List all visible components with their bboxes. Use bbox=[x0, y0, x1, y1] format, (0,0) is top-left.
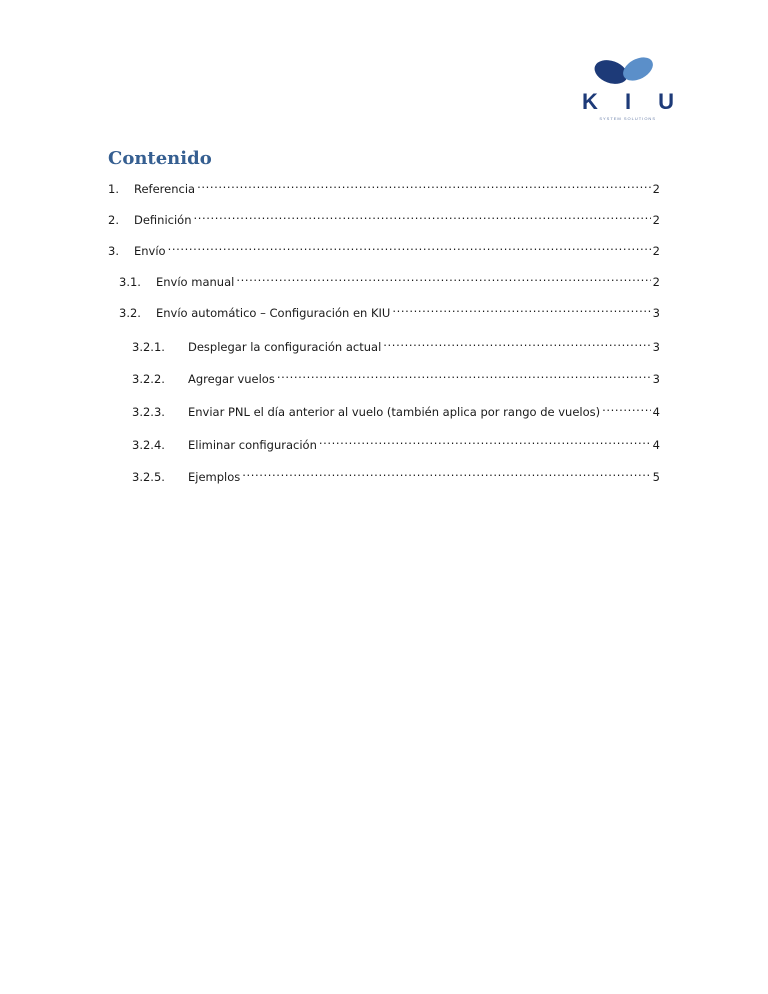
toc-entry-page: 2 bbox=[652, 182, 660, 196]
toc-entry-page: 4 bbox=[652, 438, 660, 452]
kiu-logo-letter: U bbox=[658, 89, 674, 114]
toc-entry-leader bbox=[602, 398, 651, 416]
toc-entry[interactable] bbox=[119, 299, 660, 320]
toc-entry-title: Referencia bbox=[134, 182, 196, 196]
toc-entry-number: 1. bbox=[108, 182, 119, 196]
toc-entry-number: 2. bbox=[108, 213, 119, 227]
toc-entry-leader bbox=[194, 206, 651, 224]
toc-entry-number: 3.2.5. bbox=[132, 470, 165, 484]
toc-entry-page: 2 bbox=[652, 244, 660, 258]
kiu-logo-letter: K bbox=[582, 89, 598, 114]
kiu-logo-mark-icon bbox=[578, 52, 678, 88]
toc-entry-title: Envío manual bbox=[156, 275, 235, 289]
toc-entry-number: 3.2.1. bbox=[132, 340, 165, 354]
toc-entry-number: 3.2.3. bbox=[132, 405, 165, 419]
toc-entry-page: 3 bbox=[652, 306, 660, 320]
toc-entry-leader bbox=[168, 237, 651, 255]
toc-entry[interactable] bbox=[108, 175, 660, 196]
toc-entry-page: 5 bbox=[652, 470, 660, 484]
kiu-logo-tagline: SYSTEM SOLUTIONS bbox=[599, 116, 656, 121]
toc-entry-page: 4 bbox=[652, 405, 660, 419]
toc-entry-number: 3.1. bbox=[119, 275, 141, 289]
toc-entry-number: 3.2.4. bbox=[132, 438, 165, 452]
toc-entry-page: 3 bbox=[652, 372, 660, 386]
toc-entry-title: Agregar vuelos bbox=[188, 372, 275, 386]
toc-entry-title: Desplegar la configuración actual bbox=[188, 340, 382, 354]
toc-entry-title: Definición bbox=[134, 213, 192, 227]
toc-entry-number: 3.2.2. bbox=[132, 372, 165, 386]
toc-entry[interactable] bbox=[132, 463, 660, 484]
toc-entry-title: Envío automático – Configuración en KIU bbox=[156, 306, 391, 320]
toc-entry-page: 2 bbox=[652, 275, 660, 289]
toc-entry[interactable] bbox=[132, 365, 660, 386]
toc-entry-number: 3. bbox=[108, 244, 119, 258]
kiu-logo bbox=[578, 52, 678, 124]
toc-entry-page: 3 bbox=[652, 340, 660, 354]
toc-heading: Contenido bbox=[108, 148, 212, 169]
toc-entry-leader bbox=[197, 175, 651, 193]
kiu-logo-letter: I bbox=[624, 89, 632, 114]
toc-entry[interactable] bbox=[132, 398, 660, 419]
toc-entry[interactable] bbox=[132, 431, 660, 452]
toc-entry[interactable] bbox=[132, 333, 660, 354]
toc-entry[interactable] bbox=[119, 268, 660, 289]
toc-entry[interactable] bbox=[108, 237, 660, 258]
toc-entry-number: 3.2. bbox=[119, 306, 141, 320]
toc-entry-title: Ejemplos bbox=[188, 470, 241, 484]
toc-entry-leader bbox=[392, 299, 650, 317]
toc-entry-title: Eliminar configuración bbox=[188, 438, 317, 452]
toc-entry-page: 2 bbox=[652, 213, 660, 227]
toc-entry-title: Envío bbox=[134, 244, 166, 258]
kiu-logo-letters bbox=[578, 91, 678, 113]
toc-entry-leader bbox=[383, 333, 650, 351]
toc-entry-leader bbox=[236, 268, 650, 286]
toc-entry[interactable] bbox=[108, 206, 660, 227]
toc-entry-leader bbox=[319, 431, 651, 449]
toc-entry-leader bbox=[277, 365, 651, 383]
toc-entry-leader bbox=[242, 463, 650, 481]
toc-entry-title: Enviar PNL el día anterior al vuelo (también aplica por rango de vuelos) bbox=[188, 405, 601, 419]
